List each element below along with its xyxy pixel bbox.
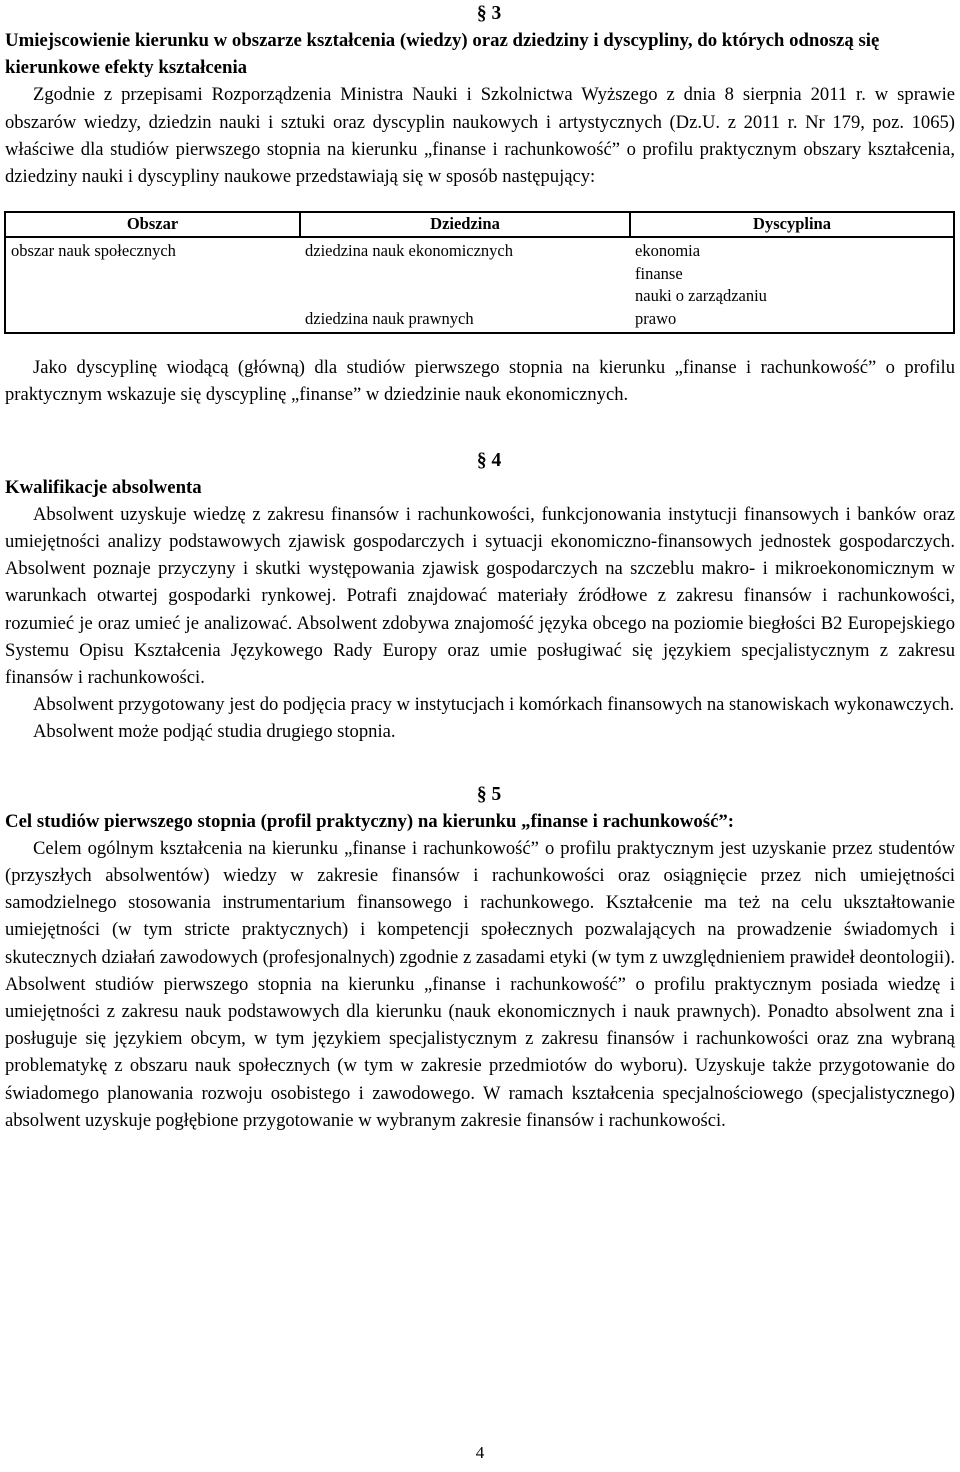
section-4-paragraph-3: Absolwent może podjąć studia drugiego stopnia. [33, 721, 396, 743]
table-cell-domains [300, 237, 630, 333]
section-5-number: § 5 [476, 783, 502, 805]
table-cell-area [5, 237, 300, 333]
table-header-area: Obszar [5, 212, 300, 237]
section-4-paragraph-1: Absolwent uzyskuje wiedzę z zakresu finansów i rachunkowości, funkcjonowania instytucji finansowych i banków oraz umiejętności analizy podstawowych zjawisk gospodarczych i sytuacji ekonomiczno-finansowych jednostek gospodarczych. Absolwent poznaje przyczyny i skutki występowania zjawisk gospodarczych na szczeblu makro- i mikroekonomicznym w warunkach otwartej gospodarki rynkowej. Potrafi znajdować materiały źródłowe z zakresu finansów i rachunkowości, rozumieć je oraz umieć je analizować. Absolwent zdobywa znajomość języka obcego na poziomie biegłości B2 Europejskiego Systemu Opisu Kształcenia Językowego Rady Europy oraz umie posługiwać się językiem specjalistycznym z zakresu finansów i rachunkowości. [5, 503, 955, 689]
discipline-prawo: prawo [635, 308, 677, 328]
section-4-paragraph-2: Absolwent przygotowany jest do podjęcia pracy w instytucjach i komórkach finansowych na stanowiskach wykonawczych. [33, 694, 955, 716]
table-header-row [5, 212, 954, 237]
areas-table [4, 211, 955, 334]
document-page [5, 0, 955, 1134]
domain-law: dziedzina nauk prawnych [305, 308, 474, 328]
discipline-finanse: finanse [635, 263, 683, 283]
table-cell-disciplines [630, 237, 954, 333]
discipline-zarzadzanie: nauki o zarządzaniu [635, 286, 767, 306]
section-5-title: Cel studiów pierwszego stopnia (profil praktyczny) na kierunku „finanse i rachunkowość”: [5, 810, 735, 832]
table-header-domain: Dziedzina [300, 212, 630, 237]
section-4-title: Kwalifikacje absolwenta [5, 476, 202, 498]
area-name: obszar nauk społecznych [11, 241, 176, 261]
table-header-discipline: Dyscyplina [630, 212, 954, 237]
page-number: 4 [475, 1443, 485, 1462]
table-row [5, 237, 954, 333]
section-3-leading-discipline: Jako dyscyplinę wiodącą (główną) dla studiów pierwszego stopnia na kierunku „finanse i rachunkowość” o profilu praktycznym wskazuje się dyscyplinę „finanse” w dziedzinie nauk ekonomicznych. [5, 357, 955, 406]
section-3-number: § 3 [476, 3, 502, 24]
discipline-ekonomia: ekonomia [635, 241, 701, 261]
section-3-intro: Zgodnie z przepisami Rozporządzenia Ministra Nauki i Szkolnictwa Wyższego z dnia 8 sierpnia 2011 r. w sprawie obszarów wiedzy, dziedzin nauki i sztuki oraz dyscyplin naukowych i artystycznych (Dz.U. z 2011 r. Nr 179, poz. 1065) właściwe dla studiów pierwszego stopnia na kierunku „finanse i rachunkowość” o profilu praktycznym obszary kształcenia, dziedziny nauki i dyscypliny naukowe przedstawiają się w sposób następujący: [5, 84, 955, 188]
section-4-number: § 4 [476, 449, 502, 471]
domain-economics: dziedzina nauk ekonomicznych [305, 241, 513, 261]
section-5-paragraph-1: Celem ogólnym kształcenia na kierunku „finanse i rachunkowość” o profilu praktycznym jest uzyskanie przez studentów (przyszłych absolwentów) wiedzy w zakresie finansów i rachunkowości oraz osiągnięcie przez nich umiejętności samodzielnego stosowania instrumentarium finansowego i rachunkowego. Kształcenie ma też na celu ukształtowanie umiejętności (w tym stricte praktycznych) i kompetencji społecznych pozwalających na prowadzenie świadomych i skutecznych działań zawodowych (profesjonalnych) zgodnie z zasadami etyki (w tym z uwzględnieniem prawideł deontologii). Absolwent studiów pierwszego stopnia na kierunku „finanse i rachunkowość” o profilu praktycznym posiada wiedzę i umiejętności z zakresu nauk podstawowych dla kierunku (nauk ekonomicznych i nauk prawnych). Ponadto absolwent zna i posługuje się językiem obcym, w tym językiem specjalistycznym z zakresu finansów i rachunkowości oraz zna wybraną problematykę z obszaru nauk społecznych (w tym w zakresie przedmiotów do wyboru). Uzyskuje także przygotowanie do świadomego planowania rozwoju osobistego i zawodowego. W ramach kształcenia specjalnościowego (specjalistycznego) absolwent uzyskuje pogłębione przygotowanie w wybranym zakresie finansów i rachunkowości. [5, 837, 956, 1131]
section-3-title: Umiejscowienie kierunku w obszarze kształcenia (wiedzy) oraz dziedziny i dyscypliny, do których odnoszą się kierunkowe efekty kształcenia [5, 30, 880, 79]
